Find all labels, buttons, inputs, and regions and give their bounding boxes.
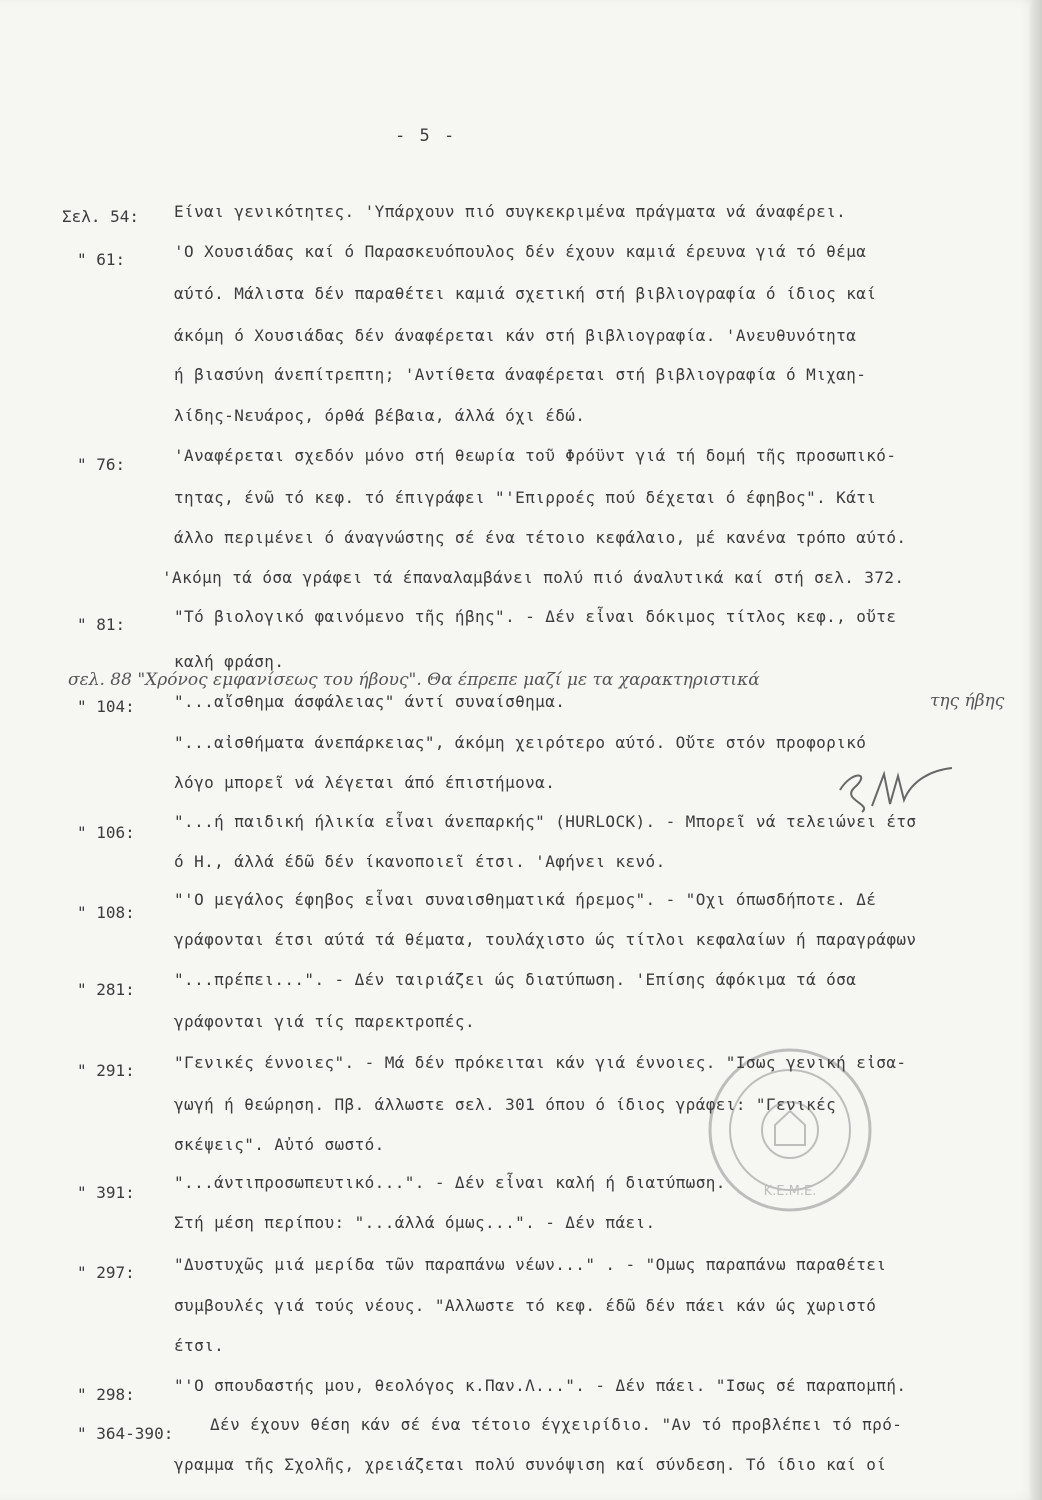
- entry-prefix: " 297:: [77, 1263, 135, 1282]
- entry-line: λίδης-Νευάρος, όρθά βέβαια, άλλά όχι έδώ.: [174, 406, 586, 425]
- entry-prefix: " 76:: [77, 455, 126, 474]
- entry-line: "...άντιπροσωπευτικό...". - Δέν εἶναι καλή ή διατύπωση.: [174, 1173, 726, 1192]
- entry-line: άκόμη ό Χουσιάδας δέν άναφέρεται κάν στή βιβλιογραφία. 'Ανευθυνότητα: [174, 326, 857, 345]
- entry-line: γράφονται γιά τίς παρεκτροπές.: [174, 1012, 475, 1031]
- entry-line: "Δυστυχῶς μιά μερίδα τῶν παραπάνω νέων..." . - "Ομως παραπάνω παραθέτει: [174, 1255, 887, 1274]
- entry-line: "...αἴσθημα άσφάλειας" άντί συναίσθημα.: [174, 692, 566, 711]
- page-edge-shadow: [1030, 0, 1042, 1500]
- entry-line: "Γενικές έννοιες". - Μά δέν πρόκειται κάν γιά έννοιες. "Ισως γενική εἰσα-: [174, 1053, 907, 1072]
- entry-line: λόγο μπορεῖ νά λέγεται άπό έπιστήμονα.: [174, 773, 556, 792]
- entry-line: 'Ακόμη τά όσα γράφει τά έπαναλαμβάνει πολύ πιό άναλυτικά καί στή σελ. 372.: [162, 568, 905, 587]
- entry-line: Δέν έχουν θέση κάν σέ ένα τέτοιο έγχειρίδιο. "Αν τό προβλέπει τό πρό-: [210, 1415, 903, 1434]
- entry-line: "'Ο σπουδαστής μου, θεολόγος κ.Παν.Λ...". - Δέν πάει. "Ισως σέ παραπομπή.: [174, 1376, 907, 1395]
- entry-line: γωγή ή θεώρηση. Πβ. άλλωστε σελ. 301 όπου ό ίδιος γράφει: "Γενικές: [174, 1095, 837, 1114]
- entry-line: ό Η., άλλά έδῶ δέν ίκανοποιεῖ έτσι. 'Αφήνει κενό.: [174, 852, 666, 871]
- entry-prefix: " 291:: [77, 1061, 135, 1080]
- stamp-image: [705, 1045, 875, 1215]
- entry-line: 'Ο Χουσιάδας καί ό Παρασκευόπουλος δέν έχουν καμιά έρευνα γιά τό θέμα: [174, 242, 867, 261]
- handwritten-note: σελ. 88 "Χρόνος εμφανίσεως του ήβους". Θα έπρεπε μαζί με τα χαρακτηριστικά: [68, 670, 760, 690]
- entry-line: συμβουλές γιά τούς νέους. "Αλλωστε τό κεφ. έδῶ δέν πάει κάν ώς χωριστό: [174, 1296, 877, 1315]
- svg-text:K.E.M.E.: K.E.M.E.: [763, 1184, 817, 1199]
- entry-line: "...πρέπει...". - Δέν ταιριάζει ώς διατύπωση. 'Επίσης άφόκιμα τά όσα: [174, 970, 857, 989]
- entry-line: "'Ο μεγάλος έφηβος εἶναι συναισθηματικά ήρεμος". - "Οχι όπωσδήποτε. Δέ: [174, 890, 877, 909]
- entry-prefix: " 104:: [77, 697, 135, 716]
- entry-line: άλλο περιμένει ό άναγνώστης σέ ένα τέτοιο κεφάλαιο, μέ κανένα τρόπο αύτό.: [174, 528, 907, 547]
- entry-line: γραμμα τῆς Σχολῆς, χρειάζεται πολύ συνόψιση καί σύνδεση. Τό ίδιο καί οί: [174, 1455, 887, 1474]
- page-number: - 5 -: [395, 126, 457, 146]
- entry-prefix: " 81:: [77, 615, 126, 634]
- entry-prefix: Σελ. 54:: [62, 207, 140, 226]
- entry-line: Στή μέση περίπου: "...άλλά όμως...". - Δέν πάει.: [174, 1213, 656, 1232]
- entry-prefix: " 106:: [77, 823, 135, 842]
- entry-line: "Τό βιολογικό φαινόμενο τῆς ήβης". - Δέν εἶναι δόκιμος τίτλος κεφ., οὔτε: [174, 607, 897, 626]
- entry-line: "...αἰσθήματα άνεπάρκειας", άκόμη χειρότερο αύτό. Οὔτε στόν προφορικό: [174, 733, 867, 752]
- handwritten-note-continuation: της ήβης: [930, 691, 1005, 711]
- entry-prefix: " 108:: [77, 903, 135, 922]
- entry-prefix: " 364-390:: [77, 1424, 174, 1443]
- entry-prefix: " 281:: [77, 980, 135, 999]
- entry-line: αύτό. Μάλιστα δέν παραθέτει καμιά σχετική στή βιβλιογραφία ό ίδιος καί: [174, 284, 877, 303]
- entry-line: καλή φράση.: [174, 652, 285, 671]
- entry-line: σκέψεις". Αὐτό σωστό.: [174, 1135, 385, 1154]
- entry-prefix: " 391:: [77, 1183, 135, 1202]
- signature-image: [832, 760, 962, 820]
- entry-line: "...ή παιδική ήλικία εἶναι άνεπαρκής" (HURLOCK). - Μπορεῖ νά τελειώνει έτσ: [174, 812, 917, 831]
- entry-line: Είναι γενικότητες. 'Υπάρχουν πιό συγκεκριμένα πράγματα νά άναφέρει.: [174, 202, 847, 221]
- entry-line: τητας, ένῶ τό κεφ. τό έπιγράφει "'Επιρροές πού δέχεται ό έφηβος". Κάτι: [174, 488, 877, 507]
- entry-line: 'Αναφέρεται σχεδόν μόνο στή θεωρία τοῦ Φρόϋντ γιά τή δομή τῆς προσωπικό-: [174, 446, 897, 465]
- entry-line: γράφονται έτσι αύτά τά θέματα, τουλάχιστο ώς τίτλοι κεφαλαίων ή παραγράφων: [174, 930, 917, 949]
- entry-prefix: " 61:: [77, 250, 126, 269]
- entry-line: ή βιασύνη άνεπίτρεπτη; 'Αντίθετα άναφέρεται στή βιβλιογραφία ό Μιχαη-: [174, 365, 867, 384]
- entry-prefix: " 298:: [77, 1385, 135, 1404]
- entry-line: έτσι.: [174, 1336, 225, 1355]
